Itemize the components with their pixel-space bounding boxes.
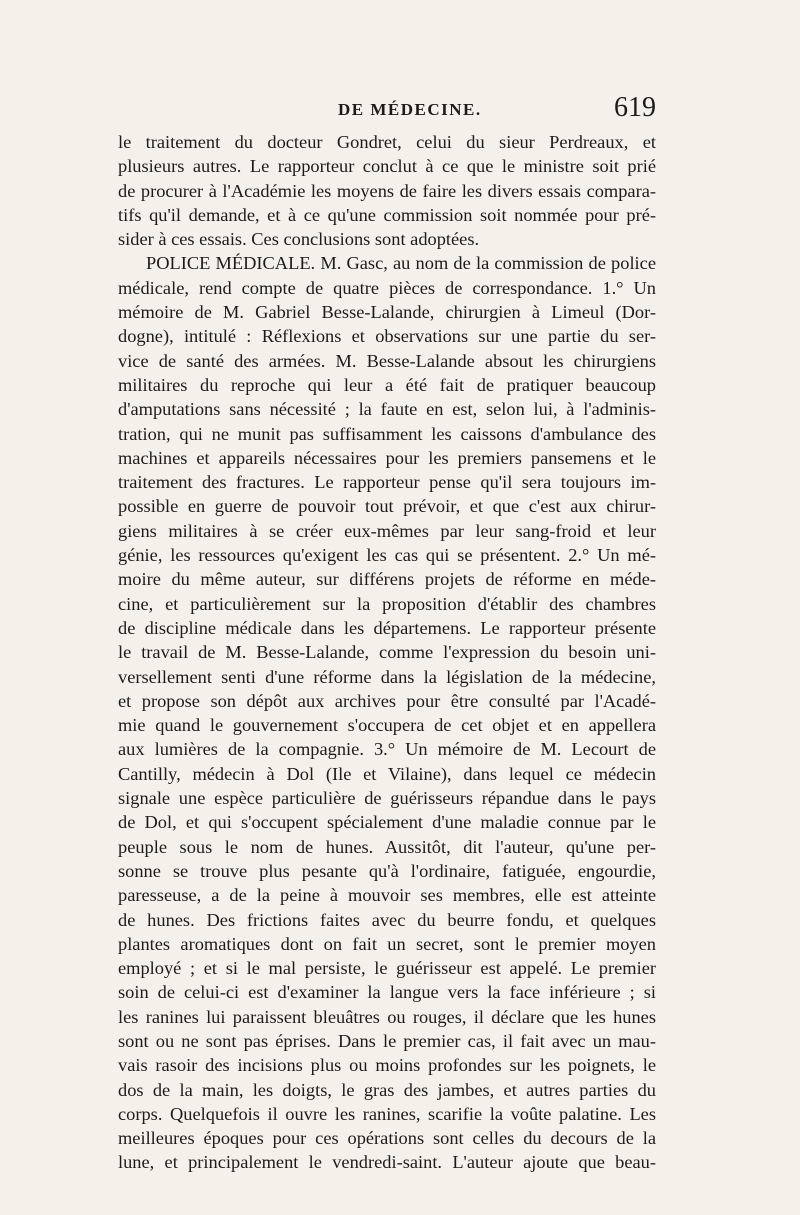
text-line: militaires du reproche qui leur a été fait de pratiquer beaucoup bbox=[118, 374, 656, 395]
text-line: peuple sous le nom de hunes. Aussitôt, dit l'auteur, qu'une per- bbox=[118, 836, 656, 857]
text-line: lune, et principalement le vendredi-saint. L'auteur ajoute que beau- bbox=[118, 1152, 656, 1173]
text-line: de Dol, et qui s'occupent spécialement d'une maladie connue par le bbox=[118, 812, 656, 833]
running-title: DE MÉDECINE. bbox=[338, 100, 482, 119]
text-line: de discipline médicale dans les départemens. Le rapporteur présente bbox=[118, 617, 656, 638]
text-line: mie quand le gouvernement s'occupera de cet objet et en appellera bbox=[118, 715, 656, 736]
text-line: signale une espèce particulière de guérisseurs répandue dans le pays bbox=[118, 788, 656, 809]
text-line: aux lumières de la compagnie. 3.° Un mémoire de M. Lecourt de bbox=[118, 739, 656, 760]
text-line: paresseuse, a de la peine à mouvoir ses membres, elle est atteinte bbox=[118, 885, 656, 906]
text-line: de procurer à l'Académie les moyens de faire les divers essais compara- bbox=[118, 180, 656, 201]
text-line: les ranines lui paraissent bleuâtres ou rouges, il déclare que les hunes bbox=[118, 1006, 656, 1027]
text-line: tration, qui ne munit pas suffisamment les caissons d'ambulance des bbox=[118, 423, 656, 444]
text-line: sonne se trouve plus pesante qu'à l'ordinaire, fatiguée, engourdie, bbox=[118, 860, 656, 881]
text-line: le traitement du docteur Gondret, celui du sieur Perdreaux, et bbox=[118, 132, 656, 152]
text-line: possible en guerre de pouvoir tout prévoir, et que c'est aux chirur- bbox=[118, 496, 656, 517]
body-text bbox=[118, 130, 656, 1175]
text-line: le travail de M. Besse-Lalande, comme l'expression du besoin uni- bbox=[118, 642, 656, 663]
text-line: soin de celui-ci est d'examiner la langue vers la face inférieure ; si bbox=[118, 982, 656, 1003]
text-line: mémoire de M. Gabriel Besse-Lalande, chirurgien à Limeul (Dor- bbox=[118, 302, 656, 323]
text-line: versellement senti d'une réforme dans la législation de la médecine, bbox=[118, 666, 656, 687]
text-line: et propose son dépôt aux archives pour être consulté par l'Acadé- bbox=[118, 690, 656, 711]
text-line: d'amputations sans nécessité ; la faute en est, selon lui, à l'adminis- bbox=[118, 399, 656, 420]
text-line: plantes aromatiques dont on fait un secret, sont le premier moyen bbox=[118, 933, 656, 954]
text-line: vais rasoir des incisions plus ou moins profondes sur les poignets, le bbox=[118, 1055, 656, 1076]
text-line: employé ; et si le mal persiste, le guérisseur est appelé. Le premier bbox=[118, 958, 656, 979]
text-line: sider à ces essais. Ces conclusions sont adoptées. bbox=[118, 229, 480, 250]
text-line: Cantilly, médecin à Dol (Ile et Vilaine), dans lequel ce médecin bbox=[118, 763, 656, 784]
text-line: dos de la main, les doigts, le gras des jambes, et autres parties du bbox=[118, 1079, 656, 1100]
text-line: de hunes. Des frictions faites avec du beurre fondu, et quelques bbox=[118, 909, 656, 930]
text-line: machines et appareils nécessaires pour les premiers pansemens et le bbox=[118, 447, 656, 468]
text-line: vice de santé des armées. M. Besse-Lalande absout les chirurgiens bbox=[118, 350, 656, 371]
text-line: tifs qu'il demande, et à ce qu'une commission soit nommée pour pré- bbox=[118, 204, 656, 225]
text-line: moire du même auteur, sur différens projets de réforme en méde- bbox=[118, 569, 656, 590]
text-line: traitement des fractures. Le rapporteur pense qu'il sera toujours im- bbox=[118, 472, 656, 493]
text-line: corps. Quelquefois il ouvre les ranines, scarifie la voûte palatine. Les bbox=[118, 1103, 656, 1124]
text-line: giens militaires à se créer eux-mêmes par leur sang-froid et leur bbox=[118, 520, 656, 541]
text-line: dogne), intitulé : Réflexions et observations sur une partie du ser- bbox=[118, 326, 656, 347]
text-line: sont ou ne sont pas éprises. Dans le premier cas, il fait avec un mau- bbox=[118, 1030, 656, 1051]
text-line: génie, les ressources qu'exigent les cas qui se présentent. 2.° Un mé- bbox=[118, 545, 656, 566]
running-head bbox=[118, 92, 656, 128]
text-line: médicale, rend compte de quatre pièces de correspondance. 1.° Un bbox=[118, 277, 656, 298]
text-line: cine, et particulièrement sur la proposition d'établir des chambres bbox=[118, 593, 656, 614]
page-number: 619 bbox=[614, 92, 656, 123]
section-heading-line: POLICE MÉDICALE. M. Gasc, au nom de la commission de police bbox=[146, 253, 656, 274]
text-line: plusieurs autres. Le rapporteur conclut à ce que le ministre soit prié bbox=[118, 156, 656, 177]
text-line: meilleures époques pour ces opérations sont celles du decours de la bbox=[118, 1128, 656, 1149]
